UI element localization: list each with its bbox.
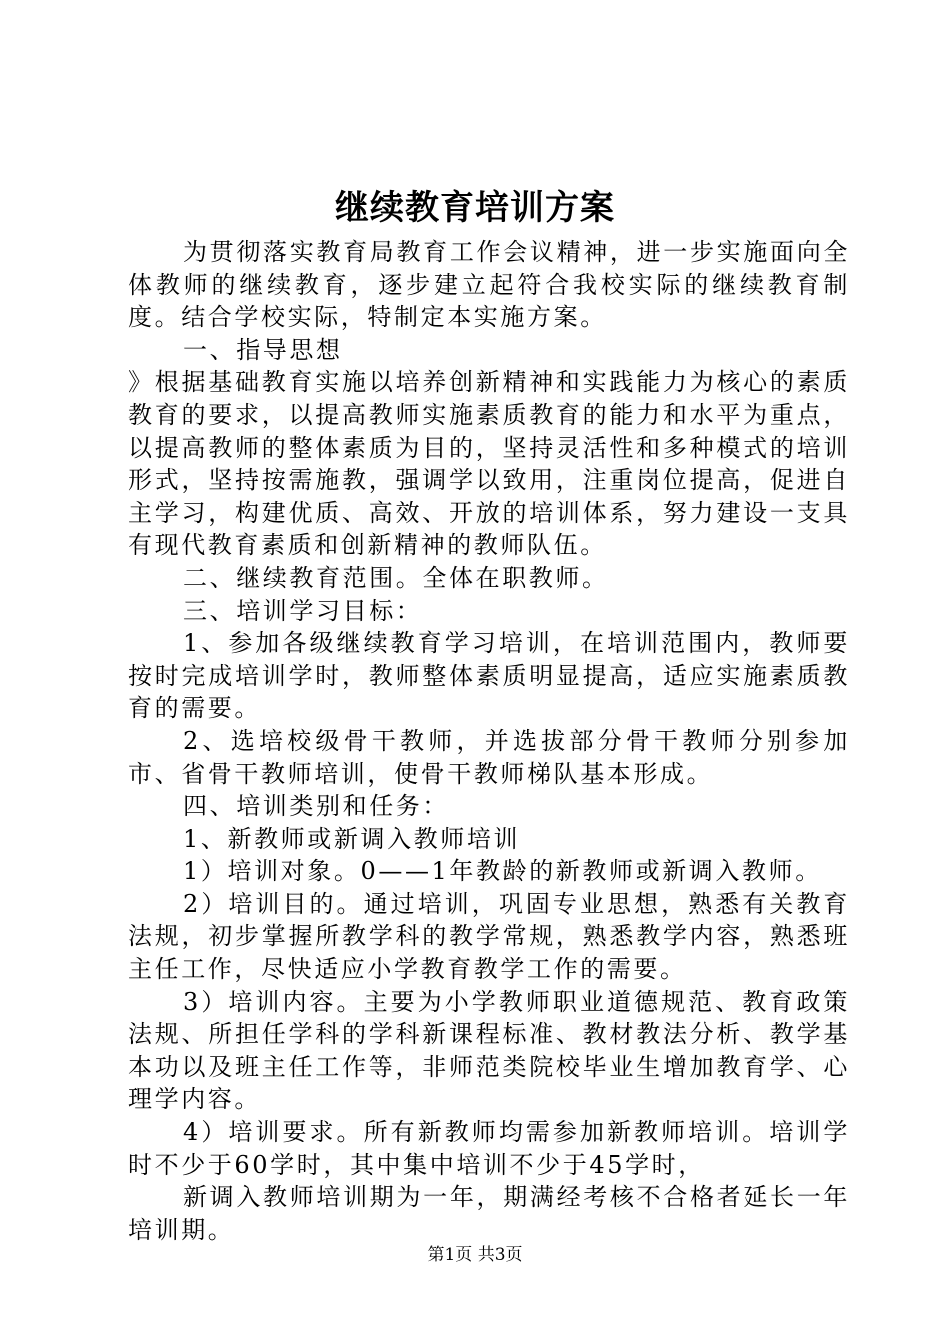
paragraph: 为贯彻落实教育局教育工作会议精神，进一步实施面向全体教师的继续教育，逐步建立起符合我校实际的继续教育制度。结合学校实际，特制定本实施方案。 [128, 238, 850, 332]
document-body [128, 236, 850, 1246]
section-heading: 三、培训学习目标： [183, 596, 423, 625]
paragraph: 2）培训目的。通过培训，巩固专业思想，熟悉有关教育法规，初步掌握所教学科的教学常规，熟悉教学内容，熟悉班主任工作，尽快适应小学教育教学工作的需要。 [128, 889, 850, 984]
section-heading: 二、继续教育范围。全体在职教师。 [183, 563, 609, 592]
paragraph: 2、选培校级骨干教师，并选拔部分骨干教师分别参加市、省骨干教师培训，使骨干教师梯队基本形成。 [128, 726, 850, 788]
paragraph: 1）培训对象。0——1年教龄的新教师或新调入教师。 [183, 857, 822, 886]
paragraph: 1、参加各级继续教育学习培训，在培训范围内，教师要按时完成培训学时，教师整体素质明显提高，适应实施素质教育的需要。 [128, 629, 850, 723]
paragraph: 》根据基础教育实施以培养创新精神和实践能力为核心的素质教育的要求，以提高教师实施素质教育的能力和水平为重点，以提高教师的整体素质为目的，坚持灵活性和多种模式的培训形式，坚持按需施教，强调学以致用，注重岗位提高，促进自主学习，构建优质、高效、开放的培训体系，努力建设一支具有现代教育素质和创新精神的教师队伍。 [128, 368, 850, 560]
section-heading: 四、培训类别和任务： [183, 792, 449, 821]
paragraph: 新调入教师培训期为一年，期满经考核不合格者延长一年培训期。 [128, 1183, 850, 1244]
section-heading: 一、指导思想 [183, 335, 343, 364]
document-title: 继续教育培训方案 [335, 188, 615, 228]
page-footer: 第1页 共3页 [427, 1245, 523, 1265]
paragraph: 4）培训要求。所有新教师均需参加新教师培训。培训学时不少于60学时，其中集中培训不少于45学时， [128, 1118, 850, 1179]
subsection-heading: 1、新教师或新调入教师培训 [183, 824, 521, 853]
paragraph: 3）培训内容。主要为小学教师职业道德规范、教育政策法规、所担任学科的学科新课程标准、教材教法分析、教学基本功以及班主任工作等，非师范类院校毕业生增加教育学、心理学内容。 [128, 987, 850, 1114]
